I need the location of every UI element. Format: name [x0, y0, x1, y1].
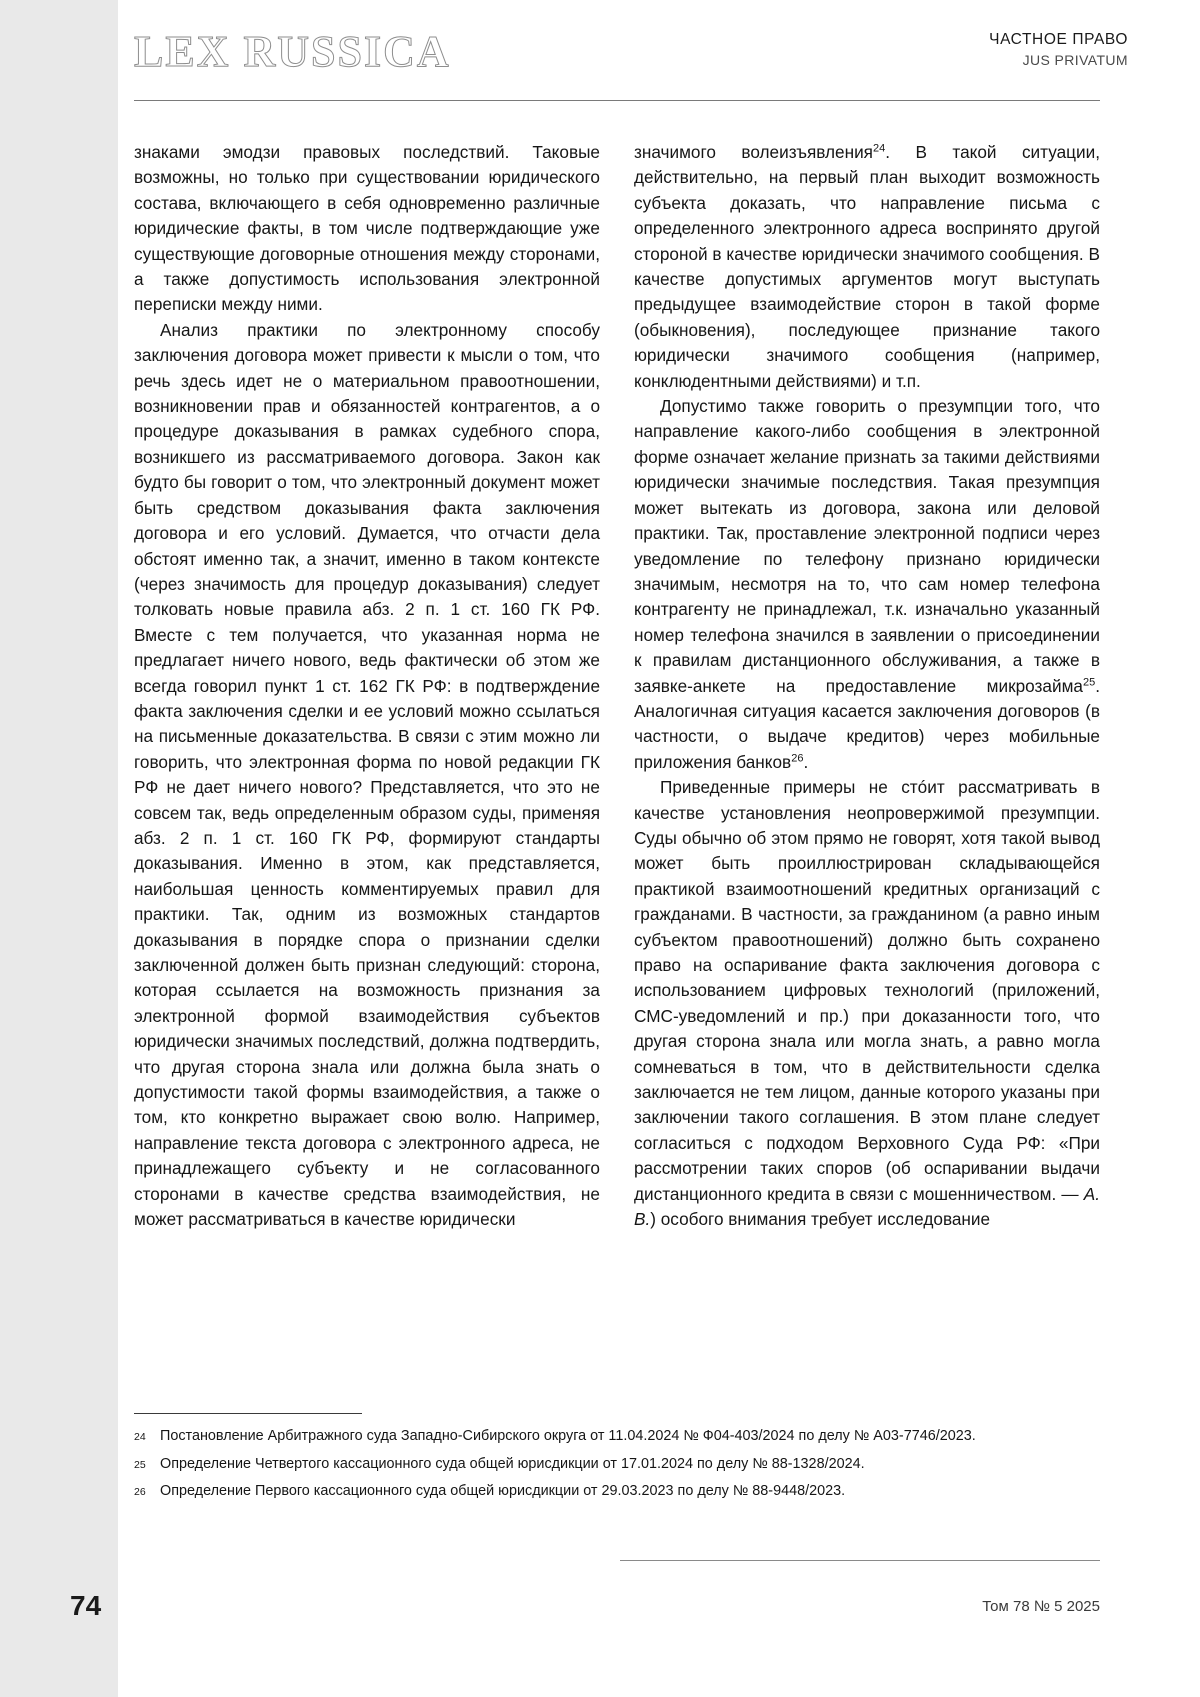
- footnote-number: 25: [134, 1458, 146, 1471]
- column-right: [634, 140, 1100, 1232]
- left-margin-strip: [0, 0, 118, 1697]
- paragraph: [634, 140, 1100, 394]
- author-initials: А. В.: [634, 1183, 1100, 1230]
- footnote-divider: [134, 1413, 362, 1414]
- footnote-ref-26[interactable]: 26: [791, 752, 804, 765]
- page-footer: [0, 1566, 1200, 1646]
- footnote-text: Определение Четвертого кассационного суда общей юрисдикции от 17.01.2024 по делу № 88-1328/2024.: [160, 1455, 865, 1472]
- section-heading: [989, 30, 1128, 70]
- issue-info: Том 78 № 5 2025: [982, 1598, 1100, 1615]
- paragraph: Анализ практики по электронному способу заключения договора может привести к мысли о том, что речь здесь идет не о материальном правоотношении, возникновении прав и обязанностей контрагентов, а о процедуре доказывания в рамках судебного спора, возникшего из рассматриваемого договора. Закон как будто бы говорит о том, что электронный документ может быть средством доказывания факта заключения договора и его условий. Думается, что отчасти дела обстоят именно так, а значит, именно в таком контексте (через значимость для процедур доказывания) следует толковать новые правила абз. 2 п. 1 ст. 160 ГК РФ. Вместе с тем получается, что указанная норма не предлагает ничего нового, ведь фактически об этом же всегда говорил пункт 1 ст. 162 ГК РФ: в подтверждение факта заключения сделки и ее условий можно ссылаться на письменные доказательства. В связи с этим можно ли говорить, что электронная форма по новой редакции ГК РФ не дает ничего нового? Представляется, что это не совсем так, ведь определенным образом суды, применяя абз. 2 п. 1 ст. 160 ГК РФ, формируют стандарты доказывания. Именно в этом, как представляется, наибольшая ценность комментируемых правил для практики. Так, одним из возможных стандартов доказывания в порядке спора о признании сделки заключенной должен быть признан следующий: сторона, которая ссылается на возможность признания за электронной формой взаимодействия субъектов юридически значимых последствий, должна подтвердить, что другая сторона знала или должна была знать о допустимости такой формы взаимодействия, а также о том, кто конкретно выражает свою волю. Например, направление текста договора с электронного адреса, не принадлежащего субъекту и не согласованного сторонами в качестве средства взаимодействия, не может рассматриваться в качестве юридически: [134, 319, 600, 1230]
- paragraph-text: Приведенные примеры не стóит рассматривать в качестве установления неопровержимой презумпции. Суды обычно об этом прямо не говорят, хотя такой вывод может быть проиллюстрирован складывающейся практикой взаимоотношений кредитных организаций с гражданами. В частности, за гражданином (а равно иным субъектом правоотношений) должно быть сохранено право на оспаривание факта заключения договора с использованием цифровых технологий (приложений, СМС-уведомлений и пр.) при доказанности того, что другая сторона знала или могла знать, а равно могла сомневаться в том, что в действительности сделка заключается не тем лицом, данные которого указаны при заключении такого соглашения. В этом плане следует согласиться с подходом Верховного Суда РФ: «При рассмотрении таких споров (об оспаривании выдачи дистанционного кредита в связи с мошенничеством. —: [634, 777, 1100, 1204]
- paragraph: [634, 394, 1100, 775]
- paragraph-text: . Аналогичная ситуация касается заключения договоров (в частности, о выдаче кредитов) через мобильные приложения банков: [634, 675, 1100, 772]
- paragraph-text: . В такой ситуации, действительно, на первый план выходит возможность субъекта доказать, что направление письма с определенного электронного адреса воспринято другой стороной в качестве юридически значимого сообщения. В качестве допустимых аргументов могут выступать предыдущее взаимодействие сторон в такой форме (обыкновения), последующее признание такого юридически значимого сообщения (например, конклюдентными действиями) и т.п.: [634, 142, 1101, 391]
- paragraph-text: Допустимо также говорить о презумпции того, что направление какого-либо сообщения в электронной форме означает желание признать за такими действиями юридически значимые последствия. Такая презумпция может вытекать из договора, закона или деловой практики. Так, проставление электронной подписи через уведомление по телефону признано юридически значимым, несмотря на то, что сам номер телефона контрагенту не принадлежал, т.к. изначально указанный номер телефона значился в заявлении о присоединении к правилам дистанционного обслуживания, а также в заявке-анкете на предоставление микрозайма: [634, 396, 1100, 696]
- paragraph-text: ) особого внимания требует исследование: [650, 1209, 991, 1230]
- body-columns: [134, 140, 1100, 1232]
- footnote-item: [134, 1426, 1100, 1448]
- section-title-latin: JUS PRIVATUM: [1022, 51, 1128, 68]
- section-title-ru: ЧАСТНОЕ ПРАВО: [989, 31, 1128, 48]
- paragraph-text: значимого волеизъявления: [634, 142, 873, 162]
- footnote-ref-25[interactable]: 25: [1082, 675, 1096, 688]
- footer-divider: [620, 1560, 1100, 1561]
- column-left: [134, 140, 600, 1232]
- footnotes-block: [134, 1413, 1100, 1509]
- page-header: [118, 22, 1128, 94]
- paragraph-text: .: [803, 751, 809, 772]
- footnote-item: [134, 1481, 1100, 1503]
- footnote-number: 24: [134, 1431, 146, 1443]
- header-divider: [134, 100, 1100, 101]
- footnote-text: Определение Первого кассационного суда общей юрисдикции от 29.03.2023 по делу № 88-9448/2023.: [160, 1483, 846, 1499]
- paragraph: знаками эмодзи правовых последствий. Таковые возможны, но только при существовании юридического состава, включающего в себя одновременно различные юридические факты, в том числе подтверждающие уже существующие договорные отношения между сторонами, а также допустимость использования электронной переписки между ними.: [134, 142, 600, 315]
- footnote-text: Постановление Арбитражного суда Западно-Сибирского округа от 11.04.2024 № Ф04-403/2024 по делу № А03-7746/2023.: [160, 1428, 976, 1444]
- footnote-number: 26: [134, 1486, 146, 1498]
- page-number: 74: [70, 1590, 102, 1621]
- journal-masthead: LEX RUSSICA: [134, 27, 451, 76]
- footnote-item: [134, 1454, 1100, 1476]
- paragraph: [634, 775, 1100, 1232]
- footnote-ref-24[interactable]: 24: [872, 142, 886, 155]
